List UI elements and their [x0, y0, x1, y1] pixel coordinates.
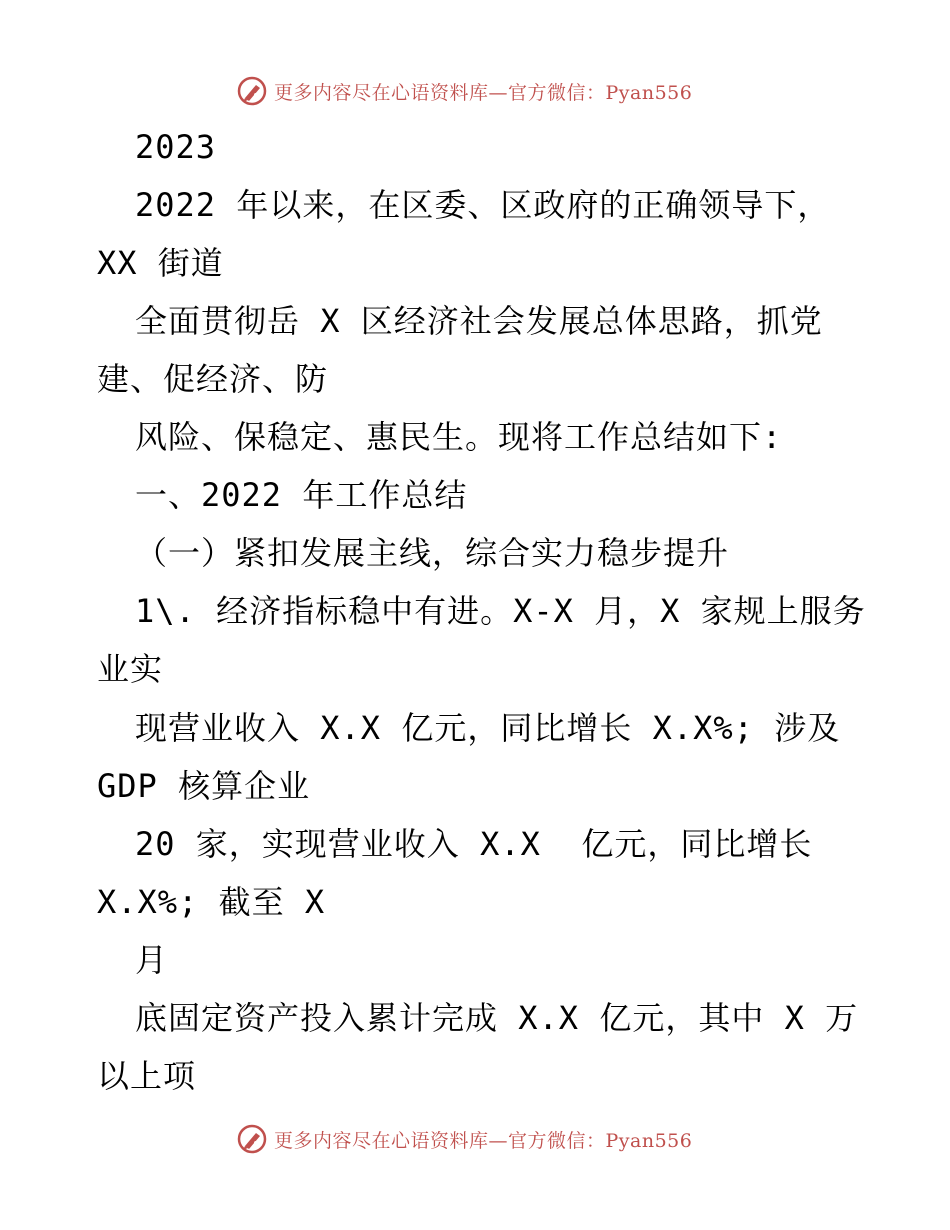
subsection-heading: （一）紧扣发展主线，综合实力稳步提升	[135, 534, 730, 572]
header-watermark	[236, 74, 692, 108]
text-line: 全面贯彻岳 X 区经济社会发展总体思路，抓党	[135, 302, 823, 340]
text-line: 2023	[135, 128, 217, 166]
text-line: 20 家，实现营业收入 X.X 亿元，同比增长	[135, 825, 813, 863]
text-line: 业实	[97, 650, 164, 688]
text-line: XX 街道	[97, 244, 224, 282]
footer-watermark	[236, 1122, 692, 1156]
pen-logo-icon	[236, 75, 268, 107]
pen-logo-icon	[236, 1123, 268, 1155]
text-line: 2022 年以来，在区委、区政府的正确领导下，	[135, 186, 831, 224]
section-heading: 一、2022 年工作总结	[135, 476, 468, 514]
text-line: 现营业收入 X.X 亿元，同比增长 X.X%; 涉及	[135, 709, 841, 747]
text-line: X.X%; 截至 X	[97, 883, 326, 921]
text-line: 底固定资产投入累计完成 X.X 亿元，其中 X 万	[135, 999, 859, 1037]
watermark-text: 更多内容尽在心语资料库—官方微信：Pyan556	[274, 1129, 693, 1152]
text-line: 风险、保稳定、惠民生。现将工作总结如下:	[135, 418, 783, 456]
text-line: 月	[135, 941, 169, 979]
text-line: 1\. 经济指标稳中有进。X-X 月，X 家规上服务	[135, 592, 866, 630]
text-line: 以上项	[97, 1057, 197, 1095]
text-line: 建、促经济、防	[97, 360, 329, 398]
watermark-text: 更多内容尽在心语资料库—官方微信：Pyan556	[274, 81, 693, 104]
text-line: GDP 核算企业	[97, 767, 311, 805]
